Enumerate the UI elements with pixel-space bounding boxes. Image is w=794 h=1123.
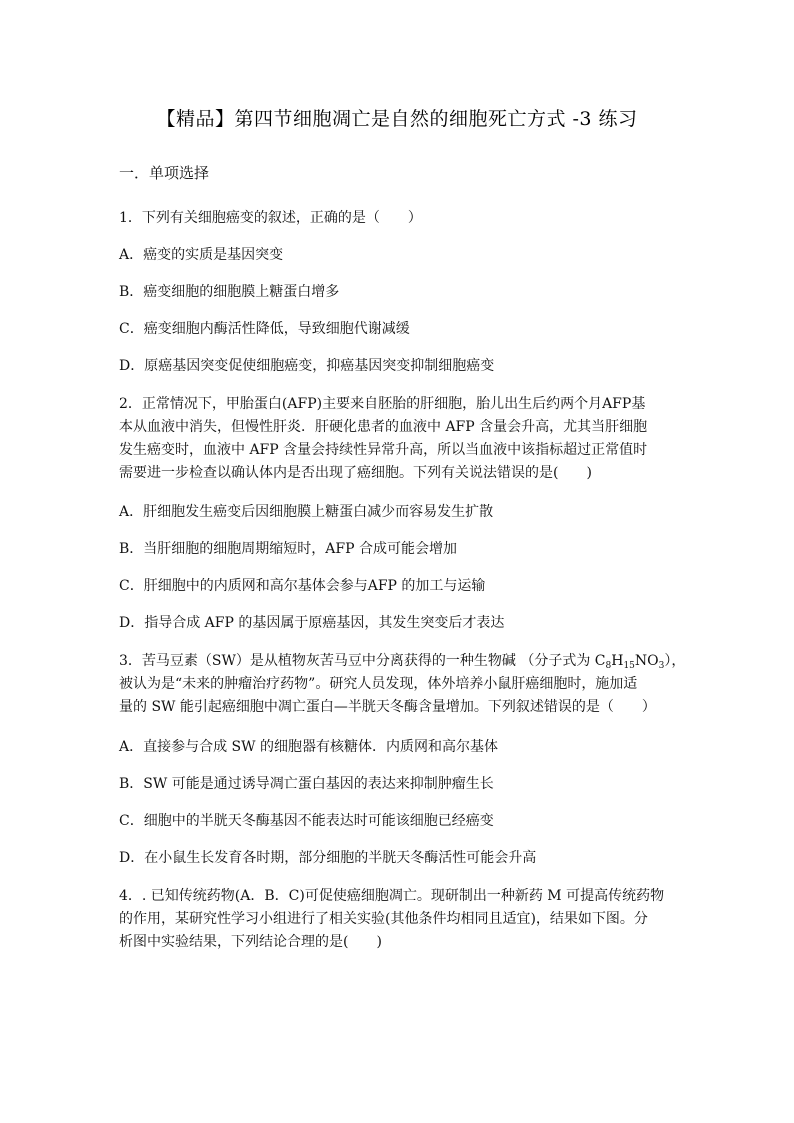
question-4-stem-line: 的作用，某研究性学习小组进行了相关实验(其他条件均相同且适宜)，结果如下图。分 bbox=[119, 911, 648, 927]
question-3-option-a: A．直接参与合成 SW 的细胞器有核糖体．内质网和高尔基体 bbox=[119, 739, 498, 755]
question-3-stem bbox=[119, 650, 689, 719]
question-2-option-a: A．肝细胞发生癌变后因细胞膜上糖蛋白减少而容易发生扩散 bbox=[119, 504, 494, 520]
question-1-option-c: C．癌变细胞内酶活性降低，导致细胞代谢减缓 bbox=[119, 321, 410, 337]
formula-part: NO bbox=[634, 653, 659, 669]
question-3-option-b: B．SW 可能是通过诱导凋亡蛋白基因的表达来抑制肿瘤生长 bbox=[119, 776, 494, 792]
question-2-option-c: C．肝细胞中的内质网和高尔基体会参与AFP 的加工与运输 bbox=[119, 578, 486, 594]
question-3-option-c: C．细胞中的半胱天冬酶基因不能表达时可能该细胞已经癌变 bbox=[119, 813, 494, 829]
question-3-stem-line bbox=[119, 650, 689, 673]
question-2-option-d: D．指导合成 AFP 的基因属于原癌基因，其发生突变后才表达 bbox=[119, 615, 505, 631]
page-title: 【精品】第四节细胞凋亡是自然的细胞死亡方式 -3 练习 bbox=[156, 108, 638, 130]
formula-sub: 8 bbox=[605, 661, 612, 671]
formula-sub: 15 bbox=[623, 661, 635, 671]
question-2-stem-line: 本从血液中消失，但慢性肝炎．肝硬化患者的血液中 AFP 含量会升高，尤其当肝细胞 bbox=[119, 419, 648, 435]
question-1-option-b: B．癌变细胞的细胞膜上糖蛋白增多 bbox=[119, 284, 340, 300]
question-3-stem-line: 量的 SW 能引起癌细胞中凋亡蛋白—半胱天冬酶含量增加。下列叙述错误的是（ ） bbox=[119, 699, 656, 715]
question-3-stem-text: 3．苦马豆素（SW）是从植物灰苦马豆中分离获得的一种生物碱 （分子式为 C bbox=[119, 653, 606, 669]
question-4-stem-line: 4．. 已知传统药物(A．B．C)可促使癌细胞凋亡。现研制出一种新药 M 可提高传统药物 bbox=[119, 888, 665, 904]
question-1-option-a: A．癌变的实质是基因突变 bbox=[119, 247, 284, 263]
question-1-stem: 1．下列有关细胞癌变的叙述，正确的是（ ） bbox=[119, 210, 422, 226]
question-4-stem bbox=[119, 885, 689, 954]
formula-part: ）， bbox=[664, 653, 686, 669]
question-3-stem-line: 被认为是“未来的肿瘤治疗药物”。研究人员发现，体外培养小鼠肝癌细胞时，施加适 bbox=[119, 676, 638, 692]
question-2-stem bbox=[119, 393, 689, 485]
question-2-stem-line: 需要进一步检查以确认体内是否出现了癌细胞。下列有关说法错误的是( ) bbox=[119, 465, 592, 481]
question-2-option-b: B．当肝细胞的细胞周期缩短时，AFP 合成可能会增加 bbox=[119, 541, 457, 557]
formula-part: H bbox=[611, 653, 624, 669]
question-1-option-d: D．原癌基因突变促使细胞癌变，抑癌基因突变抑制细胞癌变 bbox=[119, 358, 495, 374]
question-2-stem-line: 发生癌变时，血液中 AFP 含量会持续性异常升高，所以当血液中该指标超过正常值时 bbox=[119, 442, 648, 458]
formula-sub: 3 bbox=[658, 661, 665, 671]
question-2-stem-line: 2．正常情况下，甲胎蛋白(AFP)主要来自胚胎的肝细胞，胎儿出生后约两个月AFP基 bbox=[119, 396, 646, 412]
question-4-stem-line: 析图中实验结果，下列结论合理的是( ) bbox=[119, 934, 382, 950]
section-heading: 一．单项选择 bbox=[119, 164, 210, 182]
question-3-option-d: D．在小鼠生长发育各时期，部分细胞的半胱天冬酶活性可能会升高 bbox=[119, 850, 537, 866]
